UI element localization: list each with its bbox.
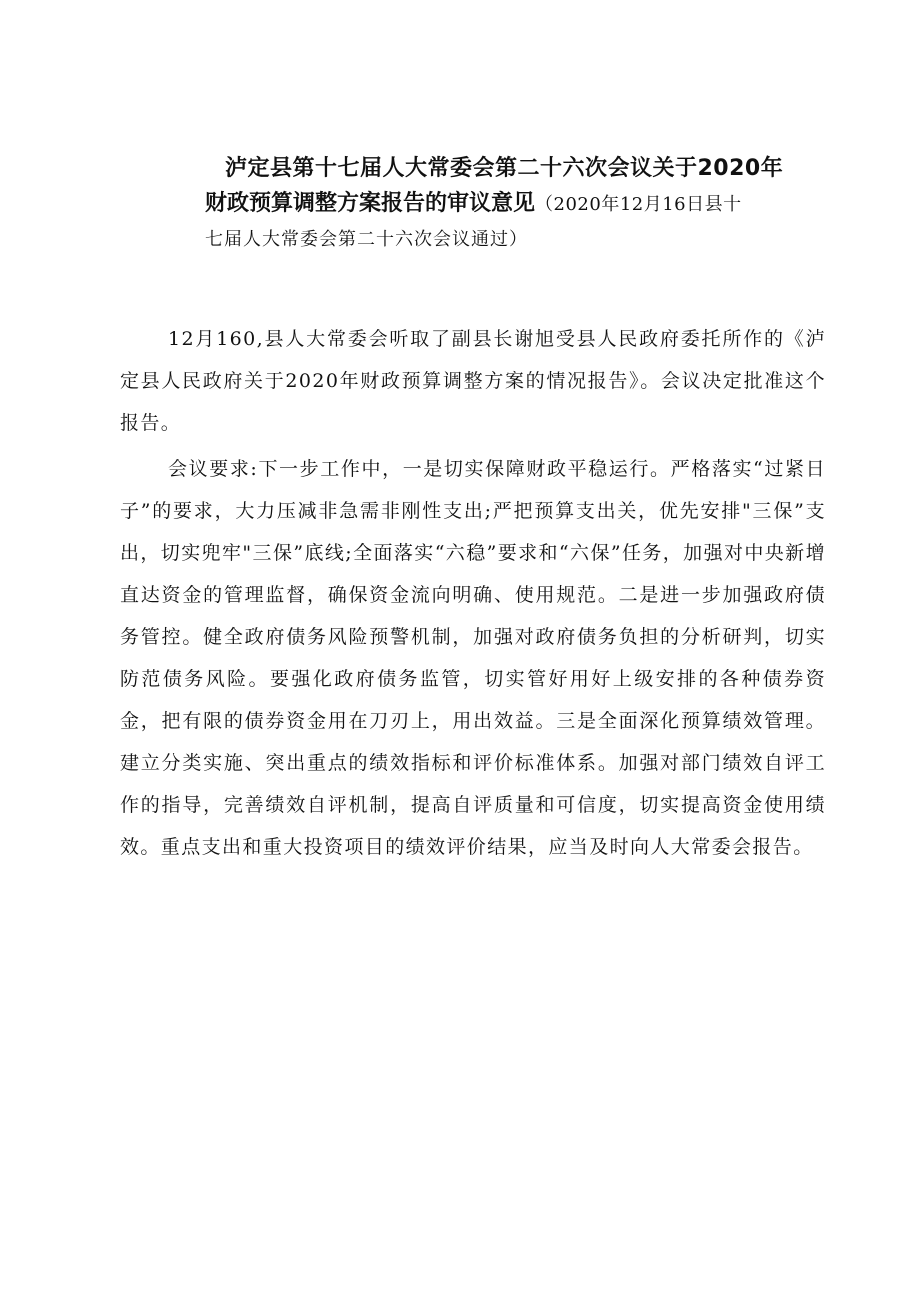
title-line-2: [205, 186, 830, 223]
title-line-2-main: 财政预算调整方案报告的审议意见: [205, 191, 536, 216]
paragraph-approval: 12月160,县人大常委会听取了副县长谢旭受县人民政府委托所作的《泸定县人民政府关于2020年财政预算调整方案的情况报告》。会议决定批准这个报告。: [120, 328, 826, 434]
document-title: [205, 152, 830, 257]
document-body: [120, 318, 826, 872]
title-line-1: 泸定县第十七届人大常委会第二十六次会议关于2020年: [225, 156, 784, 181]
title-adoption-note-start: （2020年12月16日县十: [535, 194, 742, 215]
title-adoption-note-end: 七届人大常委会第二十六次会议通过）: [205, 229, 528, 250]
paragraph-requirements: 会议要求:下一步工作中，一是切实保障财政平稳运行。严格落实“过紧日子”的要求，大力压减非急需非刚性支出;严把预算支出关，优先安排"三保”支出，切实兜牢"三保”底线;全面落实“六稳”要求和“六保”任务，加强对中央新增直达资金的管理监督，确保资金流向明确、使用规范。二是进一步加强政府债务管控。健全政府债务风险预警机制，加强对政府债务负担的分析研判，切实防范债务风险。要强化政府债务监管，切实管好用好上级安排的各种债券资金，把有限的债券资金用在刀刃上，用出效益。三是全面深化预算绩效管理。建立分类实施、突出重点的绩效指标和评价标准体系。加强对部门绩效自评工作的指导，完善绩效自评机制，提高自评质量和可信度，切实提高资金使用绩效。重点支出和重大投资项目的绩效评价结果，应当及时向人大常委会报告。: [120, 458, 826, 858]
